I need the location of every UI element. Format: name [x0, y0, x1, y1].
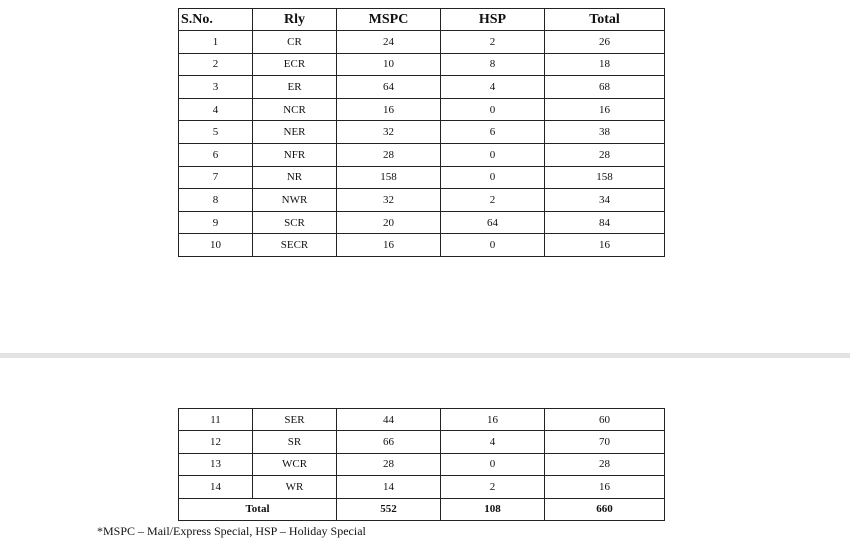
rly-cell: NER: [253, 121, 337, 144]
table-row: [179, 234, 665, 257]
table-row: [179, 453, 665, 475]
mspc-cell: 16: [337, 234, 441, 257]
hsp-cell: 0: [441, 453, 545, 475]
rly-cell: SER: [253, 409, 337, 431]
total-label: Total: [179, 498, 337, 520]
mspc-cell: 10: [337, 53, 441, 76]
mspc-cell: 14: [337, 476, 441, 498]
table-row: [179, 98, 665, 121]
rly-cell: NFR: [253, 143, 337, 166]
sno-cell: 14: [179, 476, 253, 498]
hsp-cell: 16: [441, 409, 545, 431]
table-row: [179, 166, 665, 189]
total-cell: 16: [545, 476, 665, 498]
rly-cell: ECR: [253, 53, 337, 76]
mspc-cell: 158: [337, 166, 441, 189]
rly-cell: WR: [253, 476, 337, 498]
total-cell: 84: [545, 211, 665, 234]
rly-cell: SCR: [253, 211, 337, 234]
railway-table-part-2: [178, 408, 665, 521]
sno-cell: 8: [179, 189, 253, 212]
total-cell: 60: [545, 409, 665, 431]
header-mspc: MSPC: [337, 9, 441, 31]
hsp-cell: 0: [441, 98, 545, 121]
sno-cell: 13: [179, 453, 253, 475]
rly-cell: NCR: [253, 98, 337, 121]
rly-cell: SECR: [253, 234, 337, 257]
rly-cell: NWR: [253, 189, 337, 212]
hsp-cell: 6: [441, 121, 545, 144]
total-cell: 16: [545, 98, 665, 121]
total-cell: 26: [545, 31, 665, 54]
total-cell: 18: [545, 53, 665, 76]
hsp-cell: 8: [441, 53, 545, 76]
table-row: [179, 431, 665, 453]
mspc-cell: 44: [337, 409, 441, 431]
hsp-cell: 2: [441, 476, 545, 498]
header-rly: Rly: [253, 9, 337, 31]
hsp-cell: 4: [441, 431, 545, 453]
sno-cell: 11: [179, 409, 253, 431]
table-row: [179, 211, 665, 234]
page-break-divider: [0, 353, 850, 358]
table-row: [179, 76, 665, 99]
rly-cell: WCR: [253, 453, 337, 475]
header-sno: S.No.: [179, 9, 253, 31]
mspc-cell: 64: [337, 76, 441, 99]
total-cell: 68: [545, 76, 665, 99]
hsp-cell: 0: [441, 234, 545, 257]
total-cell: 16: [545, 234, 665, 257]
total-cell: 70: [545, 431, 665, 453]
hsp-cell: 2: [441, 189, 545, 212]
mspc-cell: 20: [337, 211, 441, 234]
footnote: *MSPC – Mail/Express Special, HSP – Holiday Special: [97, 524, 366, 538]
mspc-cell: 28: [337, 143, 441, 166]
hsp-cell: 0: [441, 143, 545, 166]
table-row: [179, 143, 665, 166]
sno-cell: 7: [179, 166, 253, 189]
hsp-cell: 64: [441, 211, 545, 234]
sno-cell: 9: [179, 211, 253, 234]
sno-cell: 3: [179, 76, 253, 99]
mspc-cell: 66: [337, 431, 441, 453]
railway-table-part-1: [178, 8, 665, 257]
total-cell: 28: [545, 143, 665, 166]
table-row: [179, 409, 665, 431]
rly-cell: SR: [253, 431, 337, 453]
table-row: [179, 53, 665, 76]
mspc-cell: 32: [337, 189, 441, 212]
header-hsp: HSP: [441, 9, 545, 31]
header-total: Total: [545, 9, 665, 31]
total-cell: 34: [545, 189, 665, 212]
table-row: [179, 189, 665, 212]
mspc-cell: 28: [337, 453, 441, 475]
table-row: [179, 31, 665, 54]
table-row: [179, 476, 665, 498]
sno-cell: 12: [179, 431, 253, 453]
mspc-cell: 32: [337, 121, 441, 144]
total-grand: 660: [545, 498, 665, 520]
total-mspc: 552: [337, 498, 441, 520]
sno-cell: 10: [179, 234, 253, 257]
sno-cell: 2: [179, 53, 253, 76]
table-row: [179, 121, 665, 144]
rly-cell: CR: [253, 31, 337, 54]
rly-cell: ER: [253, 76, 337, 99]
sno-cell: 5: [179, 121, 253, 144]
sno-cell: 4: [179, 98, 253, 121]
mspc-cell: 16: [337, 98, 441, 121]
sno-cell: 1: [179, 31, 253, 54]
hsp-cell: 0: [441, 166, 545, 189]
hsp-cell: 4: [441, 76, 545, 99]
rly-cell: NR: [253, 166, 337, 189]
table-header-row: [179, 9, 665, 31]
total-cell: 38: [545, 121, 665, 144]
total-cell: 28: [545, 453, 665, 475]
total-row: [179, 498, 665, 520]
mspc-cell: 24: [337, 31, 441, 54]
hsp-cell: 2: [441, 31, 545, 54]
sno-cell: 6: [179, 143, 253, 166]
total-cell: 158: [545, 166, 665, 189]
total-hsp: 108: [441, 498, 545, 520]
